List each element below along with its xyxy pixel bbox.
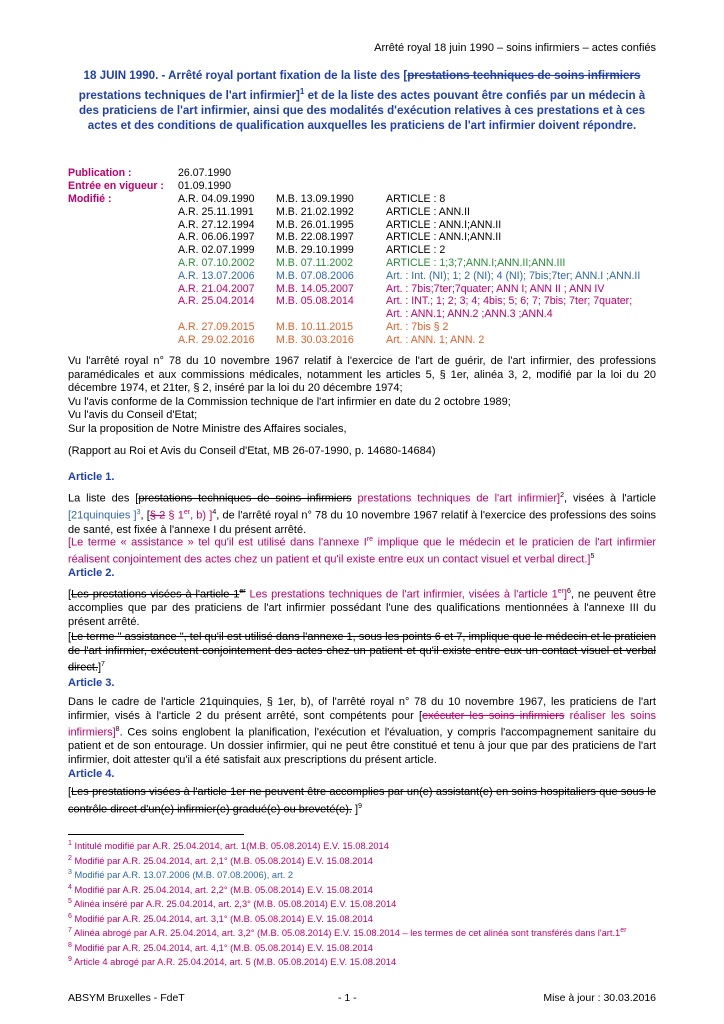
title-struck-text: prestations techniques de soins infirmiers [407, 69, 641, 82]
footnote [68, 896, 656, 911]
modification-articles: ARTICLE : ANN.II [386, 205, 470, 218]
footnote [68, 838, 656, 853]
footnote-text: Alinéa abrogé par A.R. 25.04.2014, art. 3,2° (M.B. 05.08.2014) E.V. 15.08.2014 – les termes de cet alinéa sont transférés dans l'art.1 [71, 928, 621, 939]
modification-mb: M.B. 26.01.1995 [276, 218, 354, 231]
article-2-paragraph: [Les prestations visées à l'article 1er Les prestations techniques de l'art infirmier, visées à l'article 1er]$^6$, ne peuvent être accomplies que par des praticiens de l'art infirmier possédant l'une des qualifications mentionnées à l'annexe III du présent arrêté. [68, 588, 656, 628]
article-2-heading: Article 2. [68, 567, 115, 579]
modification-mb: M.B. 07.11.2002 [276, 257, 353, 269]
modified-label: Modifié : [68, 193, 112, 205]
modification-articles: Art. : Int. (NI); 1; 2 (NI); 4 (NI); 7bis;7ter; ANN.I ;ANN.II [386, 269, 641, 282]
footnote [68, 940, 656, 955]
footnote [68, 882, 656, 897]
document-title [68, 68, 656, 134]
title-rest: et de la liste des actes pouvant être confiés par un médecin à des praticiens de l'art infirmier, ainsi que des modalités d'exécution relatives à ces prestations et à ces actes et des conditions de qualification auxquelles les praticiens de l'art infirmier doivent répondre. [78, 88, 646, 133]
footnote [68, 911, 656, 926]
footnote-number: 2 [68, 854, 72, 862]
footnote-ref[interactable]: 5 [590, 553, 595, 561]
modification-row [68, 244, 656, 257]
modification-articles: ARTICLE : 1;3;7;ANN.I;ANN.II;ANN.III [386, 257, 566, 269]
struck-text: prestations techniques de soins infirmiers [138, 492, 352, 505]
footnote-separator [68, 834, 244, 835]
footnote-number: 9 [68, 956, 72, 963]
footnote-ref[interactable]: 6 [567, 588, 571, 595]
modification-row [68, 283, 656, 296]
modification-mb: M.B. 10.11.2015 [276, 321, 353, 333]
modification-ar: A.R. 27.09.2015 [178, 321, 255, 333]
entry-label: Entrée en vigueur : [68, 180, 164, 192]
modification-ar: A.R. 02.07.1999 [178, 244, 255, 257]
modification-articles: ARTICLE : 8 [386, 193, 446, 205]
struck-text: Les prestations visées à l'article 1 [71, 588, 240, 601]
struck-text: Les prestations visées à l'article 1er ne peuvent être accomplies par un(e) assistant(e) en soins hospitaliers que sous le contrôle direct d'un(e) infirmier(e) gradué(e) ou breveté(e). [68, 786, 656, 816]
modification-row [68, 270, 656, 283]
preamble-line: Vu l'avis conforme de la Commission technique de l'art infirmier en date du 2 octobre 1989; [68, 395, 511, 408]
publication-label: Publication : [68, 167, 132, 179]
inserted-text: Les prestations techniques de l'art infirmier, visées à l'article 1 [245, 588, 558, 601]
inserted-text: prestations techniques de l'art infirmier] [351, 492, 561, 505]
modification-row [68, 257, 656, 270]
article-1-paragraph: La liste des [prestations techniques de soins infirmiers prestations techniques de l'art infirmier]$^2$, visées à l'article [21quinquies ]$^3$, [§ 2 § 1er, b) ]$^4$, de l'arrêté royal n° 78 du 10 novembre 1967 relatif à l'exercice des professions des soins de santé, est fixée à l'annexe I du présent arrêté. [68, 492, 656, 536]
modification-mb: M.B. 30.03.2016 [276, 333, 354, 346]
modification-articles: ARTICLE : 2 [386, 244, 446, 257]
footnote-ref[interactable]: 9 [358, 802, 362, 810]
article-3-paragraph: Dans le cadre de l'article 21quinquies, § 1er, b), of l'arrêté royal n° 78 du 10 novembre 1967, les praticiens de l'art infirmier, visés à l'article 2 du présent arrêté, sont compétents pour [exécuter les soins infirmiers réaliser les soins infirmiers]$^8$. Ces soins englobent la planification, l'exécution et l'évaluation, y compris l'accompagnement sanitaire du patient et de son entourage. Un dossier infirmier, qui ne peut être constitué et tenu à jour que par des praticiens de l'art infirmier, doit attester qu'il a été satisfait aux prescriptions du présent article. [68, 696, 656, 767]
article-4-heading: Article 4. [68, 768, 115, 780]
article-3-heading: Article 3. [68, 677, 115, 689]
modification-articles: Art. : 7bis;7ter;7quater; ANN I; ANN II ; ANN IV [386, 282, 605, 295]
modification-row [68, 193, 656, 206]
footnote-number: 7 [68, 927, 72, 934]
footnote-text: Modifié par A.R. 13.07.2006 (M.B. 07.08.2006), art. 2 [71, 870, 294, 881]
preamble [68, 355, 656, 437]
modification-articles: ARTICLE : ANN.I;ANN.II [386, 218, 502, 231]
footnote-text: Alinéa inséré par A.R. 25.04.2014, art. 2,3° (M.B. 05.08.2014) E.V. 15.08.2014 [71, 899, 397, 910]
publication-date: 26.07.1990 [178, 167, 232, 179]
footnote-text: Modifié par A.R. 25.04.2014, art. 2,2° (M.B. 05.08.2014) E.V. 15.08.2014 [71, 884, 373, 895]
modification-row [68, 231, 656, 244]
footer-updated: Mise à jour : 30.03.2016 [543, 992, 656, 1004]
modification-ar: A.R. 27.12.1994 [178, 218, 255, 231]
preamble-line: Sur la proposition de Notre Ministre des Affaires sociales, [68, 422, 347, 435]
struck-text: Le terme " assistance ", tel qu'il est utilisé dans l'annexe 1, sous les points 6 et 7, implique que le médecin et le praticien de l'art infirmier, exécutent conjointement des actes chez un patient et qu'il existe entre eux un contact visuel et verbal direct. [68, 631, 656, 674]
modification-mb: M.B. 05.08.2014 [276, 295, 354, 308]
modification-row [68, 334, 656, 347]
modification-row [68, 206, 656, 219]
footnote-number: 1 [68, 840, 72, 847]
page-number: - 1 - [338, 992, 357, 1004]
footnote-ref[interactable]: 4 [212, 509, 217, 517]
modification-ar: A.R. 25.04.2014 [178, 295, 255, 308]
inserted-text: réaliser les soins infirmiers] [68, 709, 656, 739]
modification-ar: A.R. 25.11.1991 [178, 205, 254, 218]
modification-ar: A.R. 29.02.2016 [178, 333, 255, 346]
modification-articles: Art. : ANN. 1; ANN. 2 [386, 333, 485, 346]
inserted-text: [21quinquies ] [68, 509, 137, 522]
footnote-ref[interactable]: 8 [115, 726, 120, 734]
title-inserted-text: prestations techniques de l'art infirmier] [78, 88, 300, 102]
footnote-text: Modifié par A.R. 25.04.2014, art. 2,1° (M.B. 05.08.2014) E.V. 15.08.2014 [71, 855, 373, 866]
struck-text: exécuter les soins infirmiers [422, 709, 565, 722]
footnote-ref[interactable]: 3 [136, 509, 141, 517]
footnote-number: 6 [68, 912, 72, 920]
footnote-number: 8 [68, 941, 72, 949]
footnote-ref[interactable]: 1 [299, 86, 305, 96]
footnote-ref[interactable]: 2 [560, 492, 564, 499]
footnote [68, 954, 656, 969]
modification-row [68, 308, 656, 321]
struck-text: § 2 [149, 509, 166, 522]
modification-ar: A.R. 13.07.2006 [178, 269, 255, 282]
footnotes [68, 838, 656, 969]
modification-mb: M.B. 29.10.1999 [276, 244, 354, 257]
footnote-text: Intitulé modifié par A.R. 25.04.2014, art. 1(M.B. 05.08.2014) E.V. 15.08.2014 [71, 841, 389, 852]
footnote-superscript: er [620, 927, 627, 934]
footnote [68, 853, 656, 868]
footnote-number: 5 [68, 898, 72, 905]
footnote-ref[interactable]: 7 [101, 661, 105, 669]
modification-mb: M.B. 22.08.1997 [276, 231, 354, 244]
article-1-inserted-paragraph: [Le terme « assistance » tel qu'il est utilisé dans l'annexe Ire implique que le médecin et le praticien de l'art infirmier réalisent conjointement des actes chez un patient et qu'il existe entre eux un contact visuel et verbal direct.]$^5$ [68, 536, 657, 566]
article-4-paragraph: [Les prestations visées à l'article 1er ne peuvent être accomplies par un(e) assistant(e) en soins hospitaliers que sous le contrôle direct d'un(e) infirmier(e) gradué(e) ou breveté(e). ]$^9$ [68, 786, 656, 816]
running-header: Arrêté royal 18 juin 1990 – soins infirmiers – actes confiés [374, 42, 656, 54]
footnote-number: 3 [68, 869, 72, 876]
modification-ar: A.R. 04.09.1990 [178, 193, 255, 205]
modification-mb: M.B. 13.09.1990 [276, 193, 354, 205]
modification-articles: ARTICLE : ANN.I;ANN.II [386, 231, 502, 244]
modification-articles: Art. : 7bis § 2 [386, 321, 449, 333]
modification-mb: M.B. 21.02.1992 [276, 205, 354, 218]
modification-row [68, 321, 656, 334]
modification-mb: M.B. 07.08.2006 [276, 269, 354, 282]
footnote-text: Article 4 abrogé par A.R. 25.04.2014, art. 5 (M.B. 05.08.2014) E.V. 15.08.2014 [71, 957, 397, 968]
footnote [68, 925, 656, 940]
modification-ar: A.R. 07.10.2002 [178, 257, 255, 269]
entry-date: 01.09.1990 [178, 180, 232, 192]
title-prefix: 18 JUIN 1990. - Arrêté royal portant fixation de la liste des [ [83, 69, 408, 82]
modification-articles: Art. : INT.; 1; 2; 3; 4; 4bis; 5; 6; 7; 7bis; 7ter; 7quater; [386, 295, 633, 308]
footnote-text: Modifié par A.R. 25.04.2014, art. 4,1° (M.B. 05.08.2014) E.V. 15.08.2014 [71, 942, 373, 953]
modification-row [68, 219, 656, 232]
article-1-heading: Article 1. [68, 471, 115, 483]
footnote-number: 4 [68, 883, 72, 891]
article-2-abrogated-paragraph: [Le terme " assistance ", tel qu'il est utilisé dans l'annexe 1, sous les points 6 et 7, implique que le médecin et le praticien de l'art infirmier, exécutent conjointement des actes chez un patient et qu'il existe entre eux un contact visuel et verbal direct.]$^7$ [68, 631, 656, 674]
modification-mb: M.B. 14.05.2007 [276, 282, 354, 295]
modification-row [68, 295, 656, 308]
footnote-text: Modifié par A.R. 25.04.2014, art. 3,1° (M.B. 05.08.2014) E.V. 15.08.2014 [71, 913, 373, 924]
modification-ar: A.R. 06.06.1997 [178, 231, 255, 244]
footnote [68, 867, 656, 882]
rapport-reference: (Rapport au Roi et Avis du Conseil d'Etat, MB 26-07-1990, p. 14680-14684) [68, 445, 436, 457]
preamble-line: Vu l'arrêté royal n° 78 du 10 novembre 1967 relatif à l'exercice de l'art de guérir, de l'art infirmier, des professions paramédicales et aux commissions médicales, notamment les articles 5, § 1er, alinéa 3, 2, modifié par la loi du 20 décembre 1974, et 21ter, § 2, inséré par la loi du 20 décembre 1974; [68, 355, 656, 395]
preamble-line: Vu l'avis du Conseil d'Etat; [68, 409, 198, 422]
footer-left: ABSYM Bruxelles - FdeT [68, 992, 185, 1004]
document-page [68, 0, 656, 1024]
modification-articles: Art. : ANN.1; ANN.2 ;ANN.3 ;ANN.4 [386, 308, 553, 321]
modification-ar: A.R. 21.04.2007 [178, 282, 255, 295]
